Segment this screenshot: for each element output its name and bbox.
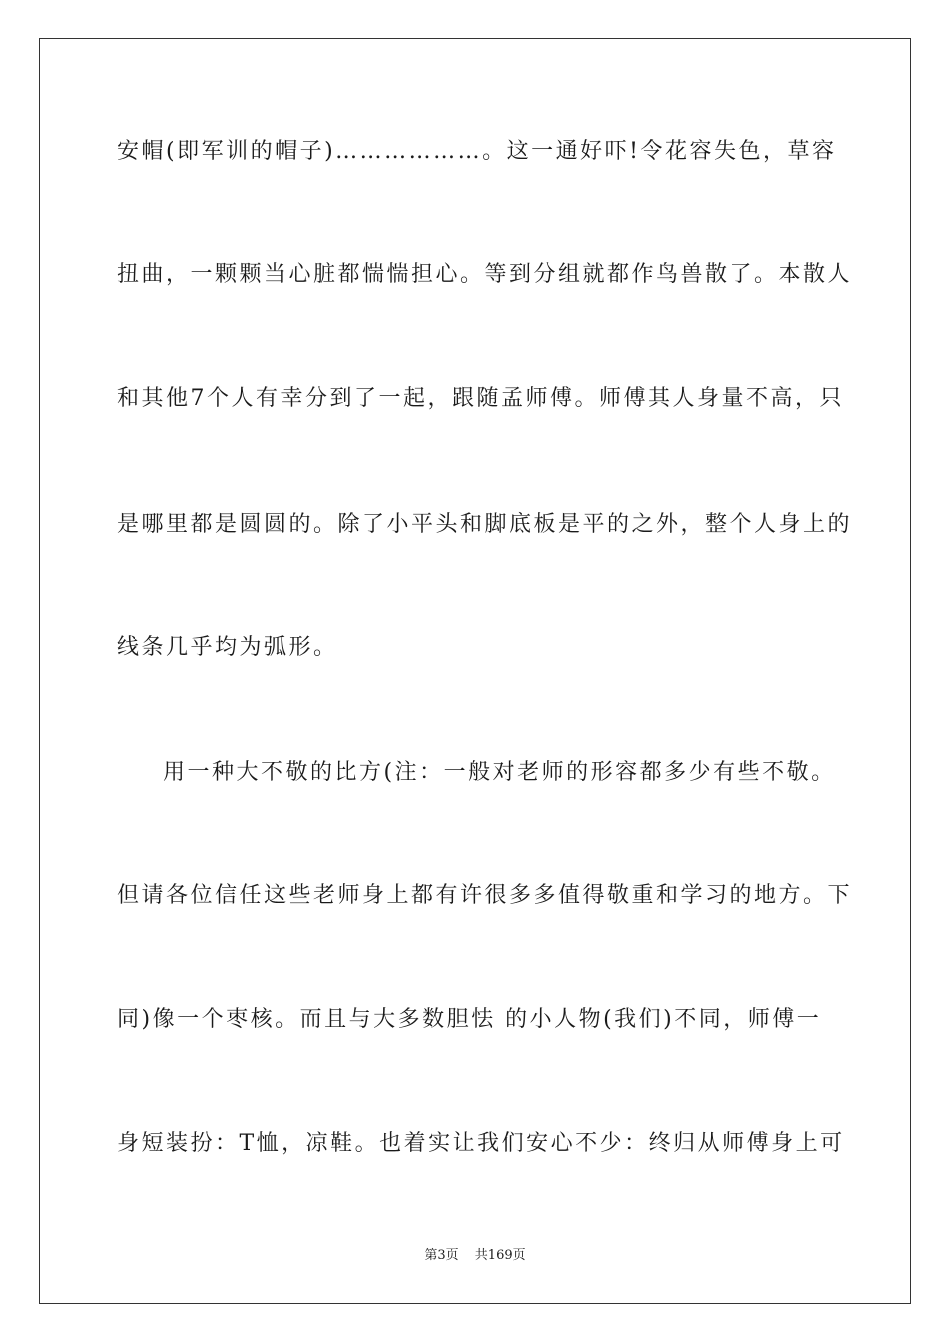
text-line: 是哪里都是圆圆的。除了小平头和脚底板是平的之外，整个人身上的 [117,512,853,537]
total-pages: 共169页 [474,1248,526,1263]
text-line: 扭曲，一颗颗当心脏都惴惴担心。等到分组就都作鸟兽散了。本散人 [117,262,853,287]
page-footer [0,1247,950,1265]
text-line: 但请各位信任这些老师身上都有许很多多值得敬重和学习的地方。下 [117,883,853,908]
text-line: 线条几乎均为弧形。 [117,635,338,660]
text-line: 同)像一个枣核。而且与大多数胆怯 的小人物(我们)不同，师傅一 [117,1007,822,1032]
text-line: 身短装扮：T恤，凉鞋。也着实让我们安心不少：终归从师傅身上可 [117,1131,845,1156]
text-line: 和其他7个人有幸分到了一起，跟随孟师傅。师傅其人身量不高，只 [117,386,844,411]
text-line: 安帽(即军训的帽子)………………。这一通好吓!令花容失色，草容 [117,139,837,164]
paragraph-start-line: 用一种大不敬的比方(注：一般对老师的形容都多少有些不敬。 [163,760,836,785]
page-border [39,38,911,1304]
page-number: 第3页 [424,1248,459,1263]
